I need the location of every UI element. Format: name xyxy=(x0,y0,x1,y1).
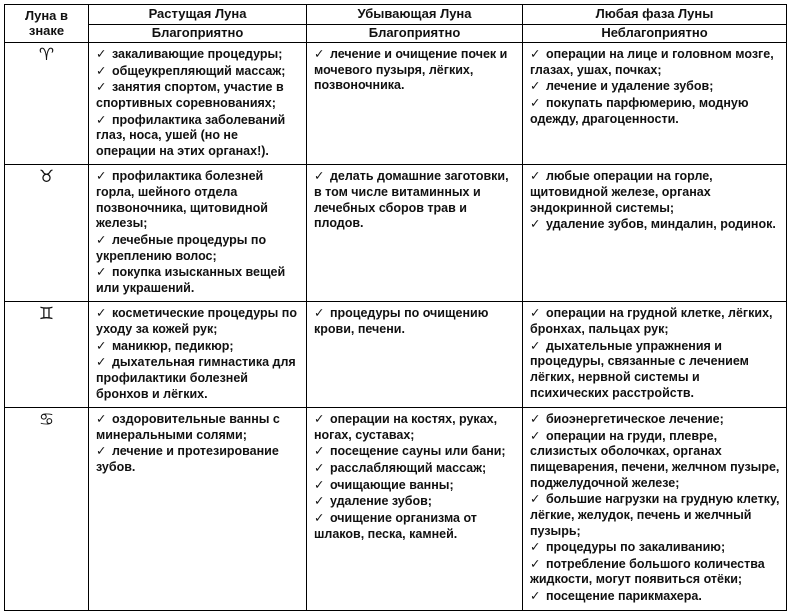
checkmark-icon: ✓ xyxy=(314,412,325,427)
table-row-gemini xyxy=(5,302,787,408)
column-subheader-any-unfavorable: Неблагоприятно xyxy=(523,25,787,43)
cell-cancer-waning xyxy=(307,408,523,611)
checkmark-icon: ✓ xyxy=(530,47,541,61)
checkmark-icon: ✓ xyxy=(96,412,107,427)
checkmark-icon: ✓ xyxy=(314,444,325,459)
list-item: ✓ очищающие ванны; xyxy=(314,477,454,492)
list-item: ✓ расслабляющий массаж; xyxy=(314,461,487,475)
checkmark-icon: ✓ xyxy=(530,95,541,110)
checkmark-icon: ✓ xyxy=(96,338,107,353)
list-item: ✓ операции на груди, плевре, слизистых оболочках, органах пищеварения, печени, желчном пузыре, поджелудочной железе; xyxy=(530,428,780,490)
list-item: ✓ любые операции на горле, щитовидной железе, органах эндокринной системы; xyxy=(530,169,713,215)
checkmark-icon: ✓ xyxy=(96,80,107,95)
checkmark-icon: ✓ xyxy=(530,412,541,427)
zodiac-sign-icon-gemini: ♊ xyxy=(5,302,89,408)
checkmark-icon: ✓ xyxy=(314,461,325,475)
list-item: ✓ косметические процедуры по уходу за кожей рук; xyxy=(96,306,297,336)
list-item: ✓ маникюр, педикюр; xyxy=(96,338,234,353)
cell-gemini-anyphase xyxy=(523,302,787,408)
list-item: ✓ очищение организма от шлаков, песка, камней. xyxy=(314,510,477,541)
cell-gemini-waxing xyxy=(89,302,307,408)
cell-cancer-waxing xyxy=(89,408,307,611)
checkmark-icon: ✓ xyxy=(96,112,107,127)
checkmark-icon: ✓ xyxy=(96,355,107,370)
list-item: ✓ закаливающие процедуры; xyxy=(96,47,283,61)
list-item: ✓ лечебные процедуры по укреплению волос; xyxy=(96,232,267,263)
list-item: ✓ процедуры по очищению крови, печени. xyxy=(314,306,489,336)
list-item: ✓ биоэнергетическое лечение; xyxy=(530,412,724,427)
checkmark-icon: ✓ xyxy=(530,589,541,603)
checkmark-icon: ✓ xyxy=(314,494,325,509)
checkmark-icon: ✓ xyxy=(530,217,541,232)
cell-aries-anyphase xyxy=(523,43,787,165)
checkmark-icon: ✓ xyxy=(96,47,107,61)
list-item: ✓ общеукрепляющий массаж; xyxy=(96,63,286,78)
corner-header: Луна в знаке xyxy=(5,5,89,43)
cell-taurus-waning xyxy=(307,165,523,302)
list-item: ✓ покупать парфюмерию, модную одежду, драгоценности. xyxy=(530,95,749,126)
checkmark-icon: ✓ xyxy=(96,232,107,247)
list-item: ✓ удаление зубов, миндалин, родинок. xyxy=(530,217,776,232)
header-row-titles xyxy=(5,5,787,25)
checkmark-icon: ✓ xyxy=(530,306,541,321)
table-row-cancer xyxy=(5,408,787,611)
list-item: ✓ операции на лице и головном мозге, глазах, ушах, почках; xyxy=(530,47,774,77)
checkmark-icon: ✓ xyxy=(530,338,541,353)
checkmark-icon: ✓ xyxy=(314,169,325,184)
cell-cancer-anyphase xyxy=(523,408,787,611)
table-row-taurus xyxy=(5,165,787,302)
column-header-waxing-moon: Растущая Луна xyxy=(89,5,307,25)
list-item: ✓ оздоровительные ванны с минеральными солями; xyxy=(96,412,280,442)
zodiac-sign-icon-aries: ♈ xyxy=(5,43,89,165)
column-header-any-phase: Любая фаза Луны xyxy=(523,5,787,25)
column-subheader-waxing-favorable: Благоприятно xyxy=(89,25,307,43)
list-item: ✓ процедуры по закаливанию; xyxy=(530,540,726,555)
zodiac-sign-icon-taurus: ♉ xyxy=(5,165,89,302)
checkmark-icon: ✓ xyxy=(530,492,541,507)
checkmark-icon: ✓ xyxy=(96,265,107,280)
cell-aries-waning xyxy=(307,43,523,165)
checkmark-icon: ✓ xyxy=(96,444,107,459)
cell-taurus-waxing xyxy=(89,165,307,302)
table-row-aries xyxy=(5,43,787,165)
list-item: ✓ большие нагрузки на грудную клетку, лёгкие, желудок, печень и желчный пузырь; xyxy=(530,492,780,538)
checkmark-icon: ✓ xyxy=(530,169,541,184)
checkmark-icon: ✓ xyxy=(96,169,107,184)
checkmark-icon: ✓ xyxy=(314,306,325,321)
list-item: ✓ делать домашние заготовки, в том числе витаминных и лечебных сборов трав и плодов. xyxy=(314,169,509,231)
checkmark-icon: ✓ xyxy=(96,63,107,78)
column-subheader-waning-favorable: Благоприятно xyxy=(307,25,523,43)
checkmark-icon: ✓ xyxy=(314,477,325,492)
list-item: ✓ профилактика болезней горла, шейного отдела позвоночника, щитовидной железы; xyxy=(96,169,268,231)
list-item: ✓ занятия спортом, участие в спортивных соревнованиях; xyxy=(96,80,284,110)
checkmark-icon: ✓ xyxy=(530,428,541,443)
list-item: ✓ лечение и протезирование зубов. xyxy=(96,444,279,474)
list-item: ✓ профилактика заболеваний глаз, носа, ушей (но не операции на этих органах!). xyxy=(96,112,286,158)
checkmark-icon: ✓ xyxy=(96,306,107,321)
table-body xyxy=(5,43,787,611)
list-item: ✓ посещение сауны или бани; xyxy=(314,444,506,459)
list-item: ✓ покупка изысканных вещей или украшений. xyxy=(96,265,286,295)
checkmark-icon: ✓ xyxy=(530,79,541,94)
checkmark-icon: ✓ xyxy=(314,510,325,525)
list-item: ✓ лечение и удаление зубов; xyxy=(530,79,714,94)
list-item: ✓ дыхательные упражнения и процедуры, связанные с лечением лёгких, нервной системы и психических расстройств. xyxy=(530,338,749,400)
list-item: ✓ лечение и очищение почек и мочевого пузыря, лёгких, позвоночника. xyxy=(314,47,508,93)
list-item: ✓ потребление большого количества жидкости, могут появиться отёки; xyxy=(530,556,765,587)
list-item: ✓ дыхательная гимнастика для профилактики болезней бронхов и лёгких. xyxy=(96,355,296,401)
zodiac-sign-icon-cancer: ♋ xyxy=(5,408,89,611)
table-header xyxy=(5,5,787,43)
header-row-subtitles xyxy=(5,25,787,43)
checkmark-icon: ✓ xyxy=(530,556,541,571)
column-header-waning-moon: Убывающая Луна xyxy=(307,5,523,25)
cell-gemini-waning xyxy=(307,302,523,408)
list-item: ✓ операции на грудной клетке, лёгких, бронхах, пальцах рук; xyxy=(530,306,773,336)
checkmark-icon: ✓ xyxy=(530,540,541,555)
moon-phase-table xyxy=(4,4,787,611)
cell-taurus-anyphase xyxy=(523,165,787,302)
checkmark-icon: ✓ xyxy=(314,47,325,61)
list-item: ✓ посещение парикмахера. xyxy=(530,589,702,603)
cell-aries-waxing xyxy=(89,43,307,165)
list-item: ✓ удаление зубов; xyxy=(314,494,432,509)
list-item: ✓ операции на костях, руках, ногах, суставах; xyxy=(314,412,498,442)
